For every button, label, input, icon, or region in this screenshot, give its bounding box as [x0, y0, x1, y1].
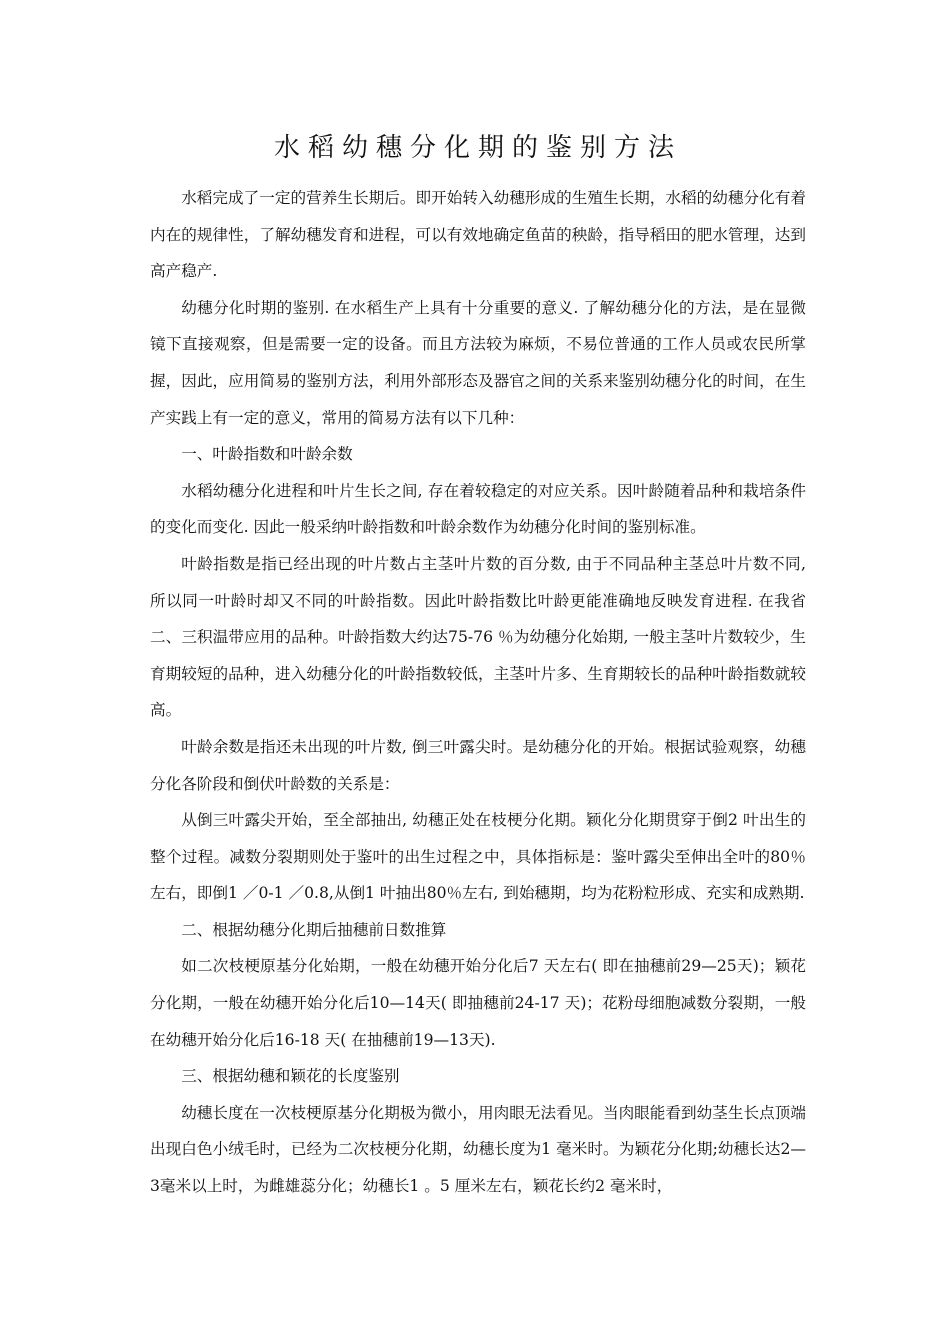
- paragraph-identification-significance: 幼穗分化时期的鉴别. 在水稻生产上具有十分重要的意义. 了解幼穗分化的方法，是在显微镜下直接观察，但是需要一定的设备。而且方法较为麻烦，不易位普通的工作人员或农民所掌握，因此，应用简易的鉴别方法，利用外部形态及器官之间的关系来鉴别幼穗分化的时间，在生产实践上有一定的意义，常用的简易方法有以下几种：: [150, 298, 806, 427]
- paragraph-stage-indicators: 从倒三叶露尖开始，至全部抽出, 幼穗正处在枝梗分化期。颖化分化期贯穿于倒2 叶出生的整个过程。减数分裂期则处于鉴叶的出生过程之中，具体指标是：鉴叶露尖至伸出全叶的80％左右，即倒1 ／0-1 ／0.8,从倒1 叶抽出80％左右, 到始穗期，均为花粉粒形成、充实和成熟期.: [150, 811, 806, 903]
- paragraph-leaf-relation: 水稻幼穗分化进程和叶片生长之间, 存在着较稳定的对应关系。因叶龄随着品种和栽培条件的变化而变化. 因此一般采纳叶龄指数和叶龄余数作为幼穗分化时间的鉴别标准。: [150, 481, 806, 537]
- document-page: [150, 128, 806, 1205]
- document-title: 水稻幼穗分化期的鉴别方法: [273, 133, 682, 163]
- section-heading-leaf-age: 一、叶龄指数和叶龄余数: [181, 445, 353, 464]
- paragraph-days-calculation: 如二次枝梗原基分化始期，一般在幼穗开始分化后7 天左右( 即在抽穗前29—25天)；颖花分化期，一般在幼穗开始分化后10—14天( 即抽穗前24-17 天)；花粉母细胞减数分裂期，一般在幼穗开始分化后16-18 天( 在抽穗前19—13天).: [150, 957, 806, 1049]
- paragraph-intro: 水稻完成了一定的营养生长期后。即开始转入幼穗形成的生殖生长期，水稻的幼穗分化有着内在的规律性，了解幼穗发育和进程，可以有效地确定鱼苗的秧龄，指导稻田的肥水管理，达到高产稳产.: [150, 189, 806, 281]
- section-heading-panicle-length: 三、根据幼穗和颖花的长度鉴别: [181, 1067, 400, 1086]
- paragraph-leaf-age-remainder: 叶龄余数是指还未出现的叶片数, 倒三叶露尖时。是幼穗分化的开始。根据试验观察，幼穗分化各阶段和倒伏叶龄数的关系是：: [150, 737, 806, 793]
- paragraph-leaf-age-index: 叶龄指数是指已经出现的叶片数占主茎叶片数的百分数, 由于不同品种主茎总叶片数不同, 所以同一叶龄时却又不同的叶龄指数。因此叶龄指数比叶龄更能准确地反映发育进程. 在我省二、三积温带应用的品种。叶龄指数大约达75-76 ％为幼穗分化始期, 一般主茎叶片数较少，生育期较短的品种，进入幼穗分化的叶龄指数较低，主茎叶片多、生育期较长的品种叶龄指数就较高。: [150, 554, 806, 720]
- section-heading-days-before-heading: 二、根据幼穗分化期后抽穗前日数推算: [181, 920, 447, 939]
- paragraph-panicle-length: 幼穗长度在一次枝梗原基分化期极为微小，用肉眼无法看见。当肉眼能看到幼茎生长点顶端出现白色小绒毛时，已经为二次枝梗分化期，幼穗长度为1 毫米时。为颖花分化期;幼穗长达2—3毫米以上时，为雌雄蕊分化；幼穗长1 。5 厘米左右，颖花长约2 毫米时，: [150, 1103, 806, 1196]
